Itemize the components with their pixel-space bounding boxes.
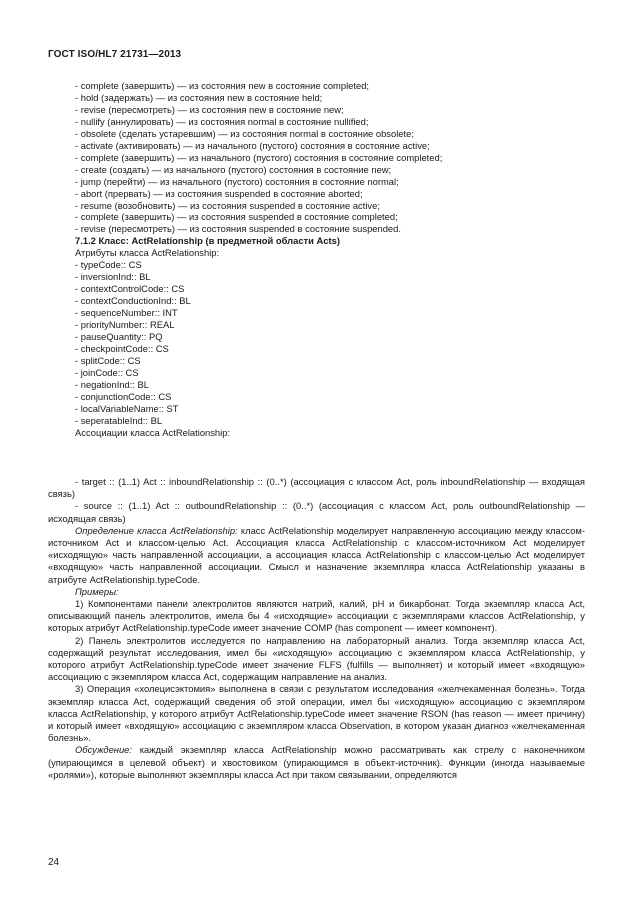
transition-item: - revise (пересмотреть) — из состояния new в состояние new; <box>75 103 344 115</box>
discussion-paragraph <box>48 744 585 781</box>
transition-item: - activate (активировать) — из начального (пустого) состояния в состояние active; <box>75 139 430 151</box>
transition-item: - complete (завершить) — из состояния new в состояние completed; <box>75 80 370 91</box>
attribute-item: - conjunctionCode:: CS <box>75 390 172 402</box>
attribute-item: - priorityNumber:: REAL <box>75 319 175 331</box>
transition-item: - create (создать) — из начального (пустого) состояния в состояние new; <box>75 163 392 175</box>
content-list <box>75 80 585 439</box>
attribute-item: - checkpointCode:: CS <box>75 342 169 354</box>
transition-item: - complete (завершить) — из состояния suspended в состояние completed; <box>75 211 398 223</box>
body-text <box>48 476 585 781</box>
definition-paragraph <box>48 525 585 586</box>
attribute-item: - localVariableName:: ST <box>75 402 179 414</box>
attribute-item: - contextControlCode:: CS <box>75 283 185 295</box>
association-source: - source :: (1..1) Act :: outboundRelationship :: (0..*) (ассоциация с классом Act, роль outboundRelationship — исходящая связь) <box>48 500 585 524</box>
discussion-text: каждый экземпляр класса ActRelationship можно рассматривать как стрелу с наконечником (упирающимся в целевой объект) и хвостовиком (упирающимся в объект-источник). Функции (иногда называемые «ролями»), которые выполняют экземпляры класса Act при таком связывании, определяются <box>48 744 585 780</box>
transition-item: - nullify (аннулировать) — из состояния normal в состояние nullified; <box>75 115 369 127</box>
association-target: - target :: (1..1) Act :: inboundRelationship :: (0..*) (ассоциация с классом Act, роль inboundRelationship — входящая связь) <box>48 476 585 500</box>
page-number: 24 <box>48 857 60 868</box>
definition-label: Определение класса ActRelationship: <box>75 524 238 536</box>
attribute-item: - negationInd:: BL <box>75 378 150 390</box>
attribute-item: - sequenceNumber:: INT <box>75 307 178 319</box>
attribute-item: - joinCode:: CS <box>75 366 139 378</box>
document-header: ГОСТ ISO/HL7 21731—2013 <box>48 49 182 60</box>
attribute-item: - pauseQuantity:: PQ <box>75 331 163 343</box>
example-1: 1) Компонентами панели электролитов являются натрий, калий, pH и бикарбонат. Тогда экземпляр класса Act, описывающий панель электролитов, имела бы 4 «исходящие» ассоциации с экземплярами классов ActRelationship, у которых атрибут ActRelationship.typeCode имеет значение COMP (has component — имеет компонент). <box>48 598 585 634</box>
transition-item: - obsolete (сделать устаревшим) — из состояния normal в состояние obsolete; <box>75 127 414 139</box>
attribute-item: - contextConductionInd:: BL <box>75 295 191 307</box>
definition-text: класс ActRelationship моделирует направленную ассоциацию между классом-источником Act и классом-целью Act. Ассоциация класса ActRelationship с классом-источником Act моделирует «исходящую» часть направленной ассоциации, а ассоциация класса ActRelationship с классом-целью Act моделирует «входящую» часть направленной ассоциации. Смысл и назначение экземпляра класса ActRelationship указаны в атрибуте ActRelationship.typeCode. <box>48 524 586 585</box>
transition-item: - hold (задержать) — из состояния new в состояние held; <box>75 91 323 103</box>
attribute-item: - splitCode:: CS <box>75 354 141 366</box>
attribute-item: - inversionInd:: BL <box>75 271 151 283</box>
transition-item: - resume (возобновить) — из состояния suspended в состояние active; <box>75 199 380 211</box>
discussion-label: Обсуждение: <box>75 744 132 756</box>
transition-item: - revise (пересмотреть) — из состояния suspended в состояние suspended. <box>75 223 401 235</box>
examples-label: Примеры: <box>75 585 119 597</box>
example-2: 2) Панель электролитов исследуется по направлению на лабораторный анализ. Тогда экземпляр класса Act, содержащий результат исследования, имел бы «исходящую» ассоциацию с экземпляром класса ActRelationship, у которого атрибут ActRelationship.typeCode имеет значение FLFS (fulfills — выполняет) и который имеет «входящую» ассоциацию с экземпляром класса Act, содержащим направление на анализ. <box>48 634 585 683</box>
attribute-item: - typeCode:: CS <box>75 259 142 271</box>
example-3: 3) Операция «холецисэктомия» выполнена в связи с результатом исследования «желчекаменная болезнь». Тогда экземпляр класса Act, содержащий сведения об этой операции, имел бы «исходящую» ассоциацию с экземпляром класса ActRelationship, у которого атрибут ActRelationship.typeCode имеет значение RSON (has reason — имеет причину) и который имеет «входящую» ассоциацию с экземпляром класса Observation, в котором указан диагноз «желчекаменная болезнь». <box>48 683 585 744</box>
attribute-item: - seperatableInd:: BL <box>75 414 163 426</box>
transition-item: - abort (прервать) — из состояния suspended в состояние aborted; <box>75 187 363 199</box>
attributes-label: Атрибуты класса ActRelationship: <box>75 247 220 259</box>
associations-label: Ассоциации класса ActRelationship: <box>75 426 231 438</box>
section-heading: 7.1.2 Класс: ActRelationship (в предметной области Acts) <box>75 235 340 247</box>
transition-item: - jump (перейти) — из начального (пустого) состояния в состояние normal; <box>75 175 399 187</box>
transition-item: - complete (завершить) — из начального (пустого) состояния в состояние completed; <box>75 151 443 163</box>
